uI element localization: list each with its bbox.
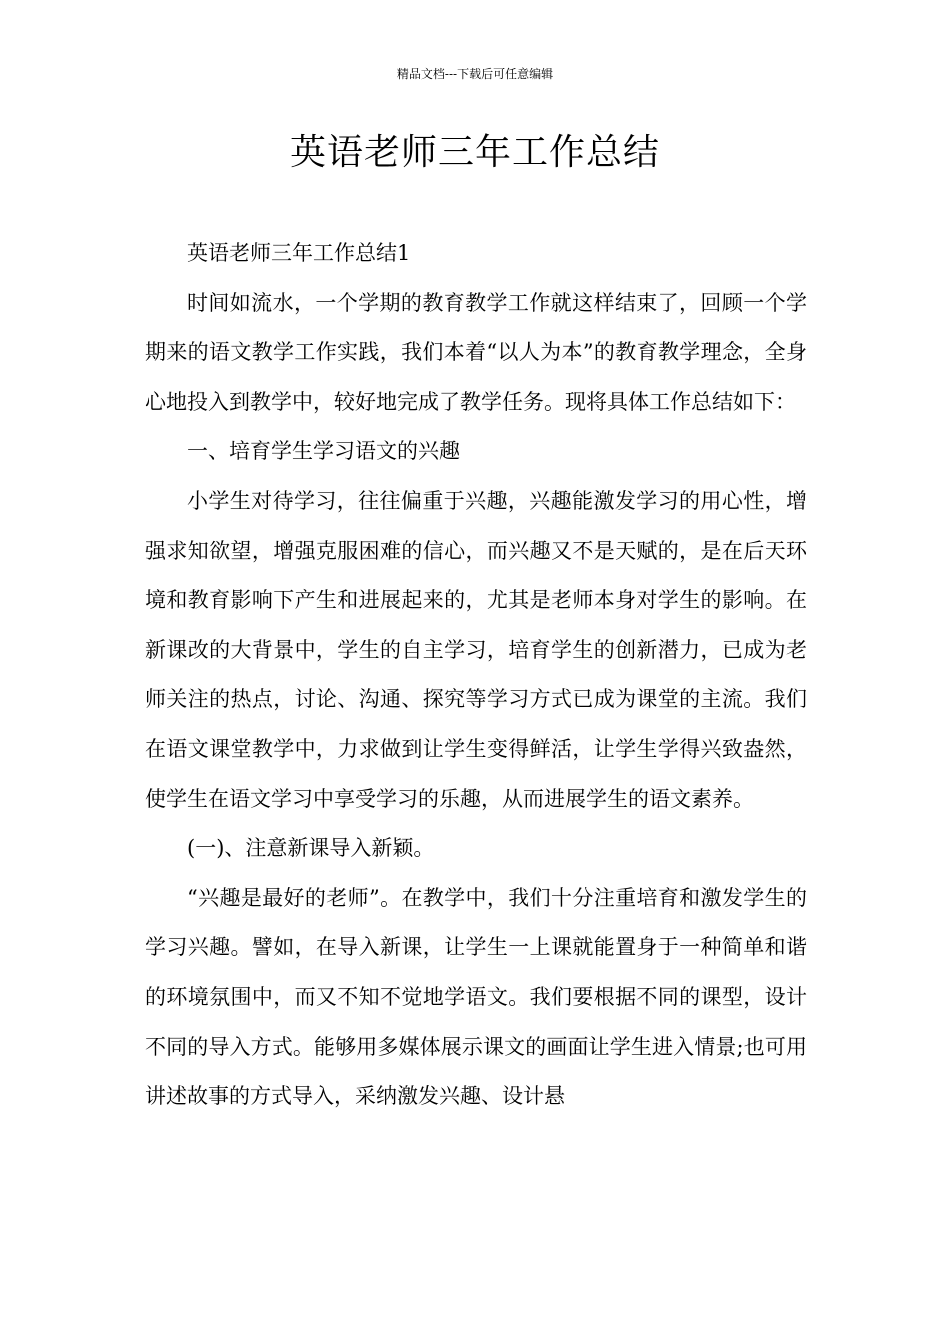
- paragraph-intro: 时间如流水，一个学期的教育教学工作就这样结束了，回顾一个学期来的语文教学工作实践，我们本着“以人为本”的教育教学理念，全身心地投入到教学中，较好地完成了教学任务。现将具体工作总结如下：: [145, 290, 807, 414]
- header-note: 精品文档---下载后可任意编辑: [396, 67, 554, 81]
- document-body: [145, 229, 807, 1122]
- paragraph-intro-methods: “兴趣是最好的老师”。在教学中，我们十分注重培育和激发学生的学习兴趣。譬如，在导入新课，让学生一上课就能置身于一种简单和谐的环境氛围中，而又不知不觉地学语文。我们要根据不同的课型，设计不同的导入方式。能够用多媒体展示课文的画面让学生进入情景;也可用讲述故事的方式导入，采纳激发兴趣、设计悬: [145, 885, 807, 1109]
- paragraph-interest: 小学生对待学习，往往偏重于兴趣，兴趣能激发学习的用心性，增强求知欲望，增强克服困难的信心，而兴趣又不是天赋的，是在后天环境和教育影响下产生和进展起来的，尤其是老师本身对学生的影响。在新课改的大背景中，学生的自主学习，培育学生的创新潜力，已成为老师关注的热点，讨论、沟通、探究等学习方式已成为课堂的主流。我们在语文课堂教学中，力求做到让学生变得鲜活，让学生学得兴致盎然，使学生在语文学习中享受学习的乐趣，从而进展学生的语文素养。: [145, 488, 807, 811]
- document-title: 英语老师三年工作总结: [289, 132, 660, 173]
- section-heading-1: 英语老师三年工作总结1: [187, 241, 411, 265]
- subsection-heading-intro: (一)、注意新课导入新颖。: [187, 836, 435, 861]
- section-heading-interest: 一、培育学生学习语文的兴趣: [187, 439, 460, 464]
